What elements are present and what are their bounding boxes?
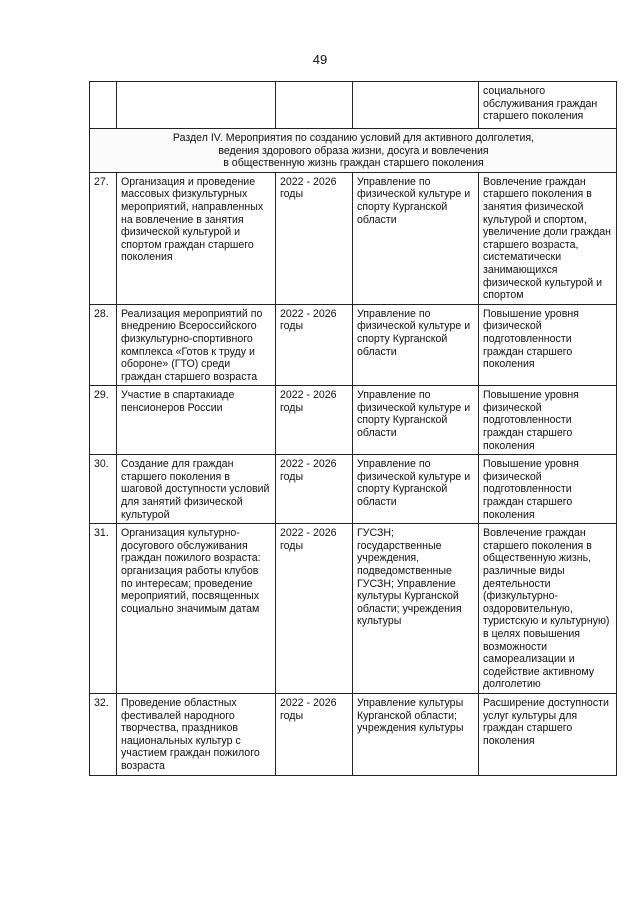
cell-executor: Управление культуры Курганской области; учреждения культуры — [353, 693, 479, 775]
cell-result: Вовлечение граждан старшего поколения в общественную жизнь, различные виды деятельности (физкультурно-оздоровительную, туристскую и культурную) в целях повышения возможности самореализации и содействие активному долголетию — [479, 524, 617, 694]
cell-executor: Управление по физической культуре и спорту Курганской области — [353, 304, 479, 386]
cell-num: 31. — [90, 524, 117, 694]
cell-name: Участие в спартакиаде пенсионеров России — [117, 386, 276, 455]
cell-executor: ГУСЗН; государственные учреждения, подведомственные ГУСЗН; Управление культуры Курганской области; учреждения культуры — [353, 524, 479, 694]
table-row — [90, 693, 617, 775]
table-row — [90, 304, 617, 386]
cell-num: 30. — [90, 455, 117, 524]
page-number: 49 — [312, 52, 328, 67]
cell-executor — [353, 82, 479, 129]
cell-executor: Управление по физической культуре и спорту Курганской области — [353, 386, 479, 455]
table-row-continuation — [90, 82, 617, 129]
cell-term: 2022 - 2026 годы — [276, 455, 353, 524]
cell-name: Проведение областных фестивалей народного творчества, праздников национальных культур с участием граждан пожилого возраста — [117, 693, 276, 775]
section-title-line: в общественную жизнь граждан старшего поколения — [223, 157, 484, 170]
cell-term: 2022 - 2026 годы — [276, 386, 353, 455]
cell-term: 2022 - 2026 годы — [276, 524, 353, 694]
cell-term: 2022 - 2026 годы — [276, 693, 353, 775]
cell-num: 27. — [90, 172, 117, 304]
cell-name: Организация и проведение массовых физкультурных мероприятий, направленных на вовлечение в занятия физической культурой и спортом граждан старшего поколения — [117, 172, 276, 304]
cell-result: социального обслуживания граждан старшего поколения — [479, 82, 617, 129]
cell-name — [117, 82, 276, 129]
cell-executor: Управление по физической культуре и спорту Курганской области — [353, 172, 479, 304]
section-header-row — [90, 129, 617, 173]
cell-result: Повышение уровня физической подготовленности граждан старшего поколения — [479, 304, 617, 386]
cell-num: 28. — [90, 304, 117, 386]
cell-term — [276, 82, 353, 129]
cell-result: Повышение уровня физической подготовленности граждан старшего поколения — [479, 455, 617, 524]
cell-name: Организация культурно-досугового обслуживания граждан пожилого возраста: организация работы клубов по интересам; проведение мероприятий, посвященных социально значимым датам — [117, 524, 276, 694]
section-title — [90, 129, 617, 173]
table-row — [90, 524, 617, 694]
table-row — [90, 455, 617, 524]
cell-result: Расширение доступности услуг культуры для граждан старшего поколения — [479, 693, 617, 775]
measures-table — [89, 81, 617, 776]
table-row — [90, 386, 617, 455]
cell-num — [90, 82, 117, 129]
section-title-line: ведения здорового образа жизни, досуга и вовлечения — [218, 144, 489, 157]
cell-name: Создание для граждан старшего поколения в шаговой доступности условий для занятий физической культурой — [117, 455, 276, 524]
cell-result: Повышение уровня физической подготовленности граждан старшего поколения — [479, 386, 617, 455]
cell-result: Вовлечение граждан старшего поколения в занятия физической культурой и спортом, увеличение доли граждан старшего возраста, систематически занимающихся физической культурой и спортом — [479, 172, 617, 304]
cell-term: 2022 - 2026 годы — [276, 304, 353, 386]
section-title-line: Раздел IV. Мероприятия по созданию условий для активного долголетия, — [172, 132, 535, 144]
cell-term: 2022 - 2026 годы — [276, 172, 353, 304]
measures-table-body — [90, 82, 617, 776]
cell-executor: Управление по физической культуре и спорту Курганской области — [353, 455, 479, 524]
table-row — [90, 172, 617, 304]
cell-num: 29. — [90, 386, 117, 455]
cell-num: 32. — [90, 693, 117, 775]
cell-name: Реализация мероприятий по внедрению Всероссийского физкультурно-спортивного комплекса «Готов к труду и обороне» (ГТО) среди граждан старшего возраста — [117, 304, 276, 386]
